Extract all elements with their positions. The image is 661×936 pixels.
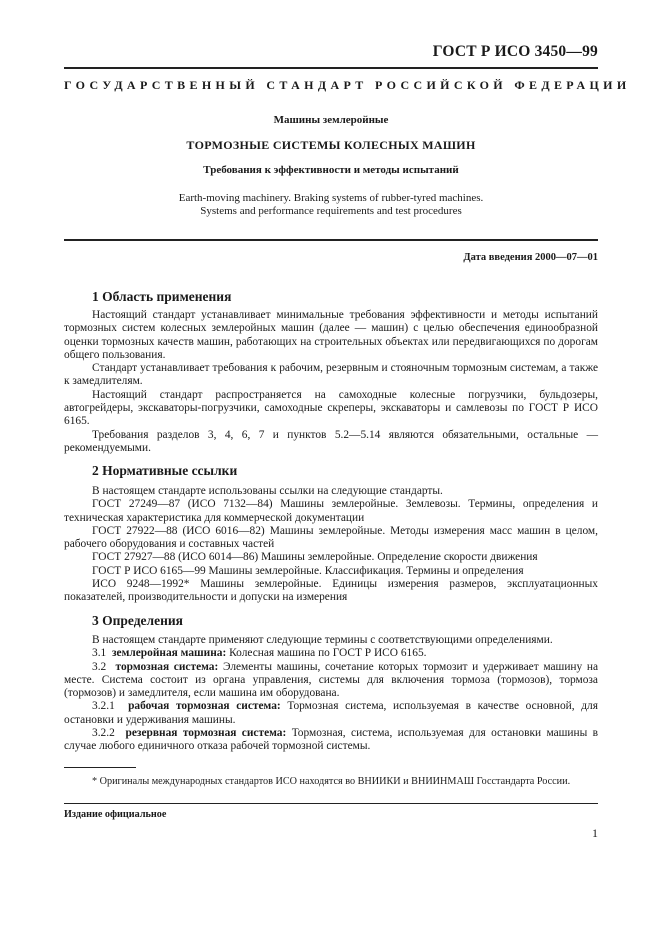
section-1-heading: 1 Область применения: [92, 289, 232, 304]
document-subject: Машины землеройные: [273, 114, 389, 126]
definition-number: 3.2: [92, 660, 107, 673]
section-2-heading: 2 Нормативные ссылки: [92, 463, 238, 478]
edition-label: Издание официальное: [64, 809, 167, 820]
paragraph: В настоящем стандарте применяют следующие термины с соответствующими определениями.: [92, 634, 553, 646]
paragraph: Требования разделов 3, 4, 6, 7 и пунктов 5.2—5.14 являются обязательными, остальные — рекомендуемыми.: [64, 428, 598, 454]
page-number: 1: [592, 826, 598, 840]
reference-item: ГОСТ 27249—87 (ИСО 7132—84) Машины землеройные. Землевозы. Термины, определения и техническая характеристика для коммерческой документации: [64, 498, 598, 524]
reference-item: ИСО 9248—1992* Машины землеройные. Единицы измерения размеров, эксплуатационных показателей, производительности и допуски на измерения: [64, 578, 598, 604]
section-1-body: [64, 309, 598, 455]
reference-item: ГОСТ 27922—88 (ИСО 6016—82) Машины землеройные. Методы измерения масс машин в целом, рабочего оборудования и составных частей: [64, 524, 598, 551]
definition-item: [64, 647, 598, 660]
footer-rule: [64, 803, 598, 804]
standard-code: ГОСТ Р ИСО 3450—99: [432, 43, 598, 60]
section-3-body: [64, 634, 598, 754]
definition-text: Тормозная, система, используемая для остановки машины в случае любого единичного отказа рабочей тормозной системы.: [64, 727, 598, 753]
definition-item: [64, 700, 598, 727]
section-3-heading: 3 Определения: [92, 613, 183, 628]
state-standard-banner: ГОСУДАРСТВЕННЫЙ СТАНДАРТ РОССИЙСКОЙ ФЕДЕРАЦИИ: [64, 78, 631, 92]
definition-term: землеройная машина:: [111, 647, 227, 660]
reference-item: ГОСТ 27927—88 (ИСО 6014—86) Машины землеройные. Определение скорости движения: [92, 551, 538, 564]
definition-term: тормозная система:: [115, 660, 219, 673]
definition-number: 3.2.2: [92, 727, 115, 740]
title-rule: [64, 239, 598, 241]
header-rule: [64, 67, 598, 69]
english-title-line-1: Earth-moving machinery. Braking systems of rubber-tyred machines.: [178, 192, 484, 204]
reference-item: ГОСТ Р ИСО 6165—99 Машины землеройные. Классификация. Термины и определения: [92, 564, 524, 577]
document-title: ТОРМОЗНЫЕ СИСТЕМЫ КОЛЕСНЫХ МАШИН: [186, 138, 476, 152]
definition-item: [64, 661, 598, 701]
paragraph: Стандарт устанавливает требования к рабочим, резервным и стояночным тормозным системам, а также к замедлителям.: [64, 362, 598, 388]
definition-term: рабочая тормозная система:: [128, 700, 281, 713]
paragraph: Настоящий стандарт распространяется на самоходные колесные погрузчики, бульдозеры, автогрейдеры, экскаваторы-погрузчики, самоходные скреперы, экскаваторы и самлевозы по ГОСТ Р ИСО 6165.: [64, 388, 598, 428]
definition-number: 3.1: [92, 647, 107, 660]
definition-text: Колесная машина по ГОСТ Р ИСО 6165.: [229, 647, 427, 660]
definition-text: Элементы машины, сочетание которых тормозит и удерживает машину на месте. Система состоит из органа управления, системы для включения тормоза (тормозов), тормоза (тормозов) и замедлителя, если машина им оборудована.: [64, 660, 598, 700]
definition-number: 3.2.1: [92, 700, 115, 713]
section-2-body: [64, 485, 598, 605]
footnote: * Оригиналы международных стандартов ИСО находятся во ВНИИКИ и ВНИИНМАШ Госстандарта России.: [92, 776, 571, 787]
intro-date: Дата введения 2000—07—01: [463, 252, 598, 263]
definition-text: Тормозная система, используемая в качестве основной, для остановки и удерживания машины.: [64, 700, 598, 726]
english-title-line-2: Systems and performance requirements and test procedures: [200, 205, 462, 217]
paragraph: В настоящем стандарте использованы ссылки на следующие стандарты.: [92, 485, 443, 497]
definition-item: [64, 727, 598, 754]
document-subtitle: Требования к эффективности и методы испытаний: [203, 164, 459, 176]
definition-term: резервная тормозная система:: [125, 727, 287, 740]
footnote-rule: [64, 767, 136, 768]
paragraph: Настоящий стандарт устанавливает минимальные требования эффективности и методы испытаний тормозных систем колесных землеройных машин (далее — машин) с целью обеспечения единообразной оценки тормозных качеств машин, работающих на строительных объектах или передвигающихся по дорогам общего пользования.: [64, 309, 598, 361]
